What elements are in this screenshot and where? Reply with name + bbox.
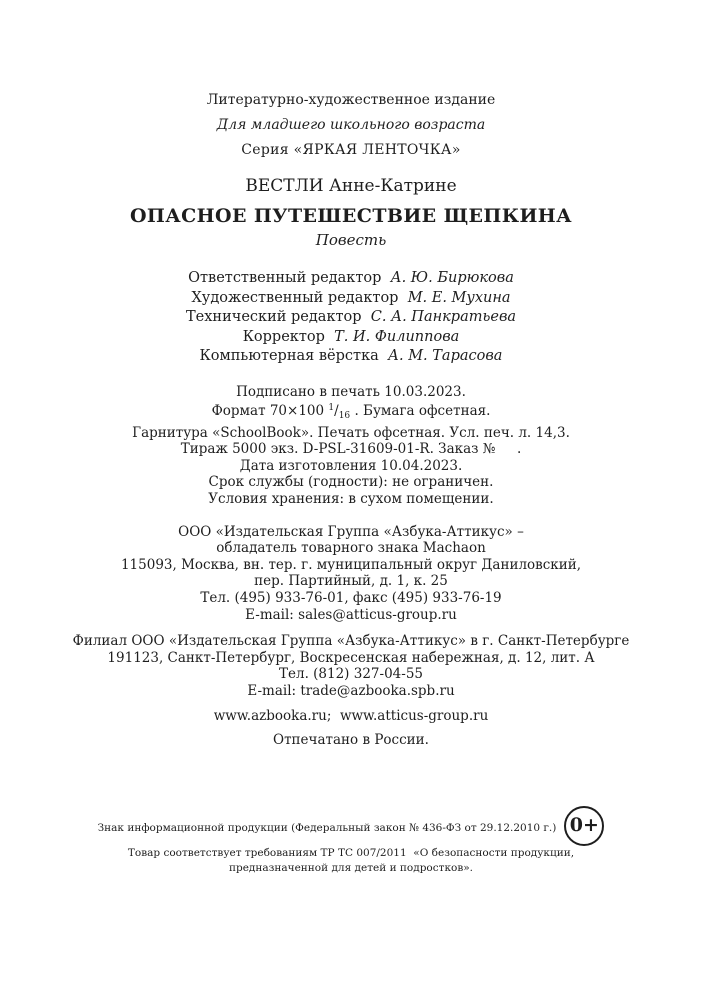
compliance-block [0, 812, 702, 876]
branch-phone-line: Тел. (812) 327-04-55 [279, 666, 423, 683]
format-prefix: Формат 70×100 [211, 403, 329, 420]
printed-in-russia-line: Отпечатано в России. [273, 731, 429, 748]
credit-name: М. Е. Мухина [407, 289, 511, 306]
credit-name: Т. И. Филиппова [334, 328, 460, 345]
print-info-line: Гарнитура «SchoolBook». Печать офсетная. Усл. печ. л. 14,3. [132, 424, 570, 441]
credit-name: А. М. Тарасова [388, 348, 503, 364]
print-info-line: Условия хранения: в сухом помещении. [208, 491, 494, 508]
print-info-line: Подписано в печать 10.03.2023. [236, 383, 466, 400]
format-denominator: 16 [338, 411, 351, 422]
credit-name: А. Ю. Бирюкова [390, 270, 514, 286]
credit-row [0, 289, 702, 309]
credit-role: Технический редактор [185, 309, 362, 325]
credits-block [0, 269, 702, 367]
credit-role: Ответственный редактор [188, 270, 382, 286]
format-numerator: 1 [328, 403, 335, 414]
info-product-sign-text: Знак информационной продукции (Федеральный закон № 436-ФЗ от 29.12.2010 г.) [97, 822, 557, 835]
credit-row [0, 269, 702, 289]
book-subtitle: Повесть [315, 231, 387, 249]
format-slash: / [334, 403, 339, 420]
publisher-phone-line: Тел. (495) 933-76-01, факс (495) 933-76-19 [200, 590, 502, 607]
format-suffix: . Бумага офсетная. [350, 403, 491, 420]
credit-role: Художественный редактор [191, 289, 399, 306]
age-rating-badge: 0+ [564, 806, 604, 846]
audience-line: Для младшего школьного возраста [216, 117, 486, 133]
series-line: Серия «ЯРКАЯ ЛЕНТОЧКА» [241, 142, 461, 158]
print-info-line: Срок службы (годности): не ограничен. [208, 474, 494, 491]
branch-email-line: E-mail: trade@azbooka.spb.ru [247, 683, 455, 699]
credit-role: Корректор [242, 328, 325, 345]
publisher-block [0, 524, 702, 624]
branch-block [0, 633, 702, 699]
print-info-line: Тираж 5000 экз. D-PSL-31609-01-R. Заказ № . [180, 441, 522, 458]
book-title: ОПАСНОЕ ПУТЕШЕСТВИЕ ЩЕПКИНА [129, 205, 573, 227]
publisher-line: обладатель товарного знака Machaon [216, 540, 486, 557]
print-info-line: Дата изготовления 10.04.2023. [239, 457, 463, 474]
author-name: ВЕСТЛИ Анне-Катрине [245, 176, 457, 196]
credit-row [0, 347, 702, 367]
edition-type-line: Литературно-художественное издание [206, 92, 496, 108]
print-info-block [0, 384, 702, 508]
publisher-line: ООО «Издательская Группа «Азбука-Аттикус» – [178, 523, 524, 540]
credit-name: С. А. Панкратьева [370, 309, 517, 325]
edition-block [0, 88, 702, 163]
publisher-address-line: пер. Партийный, д. 1, к. 25 [254, 573, 448, 590]
print-info-format-line [0, 400, 702, 425]
compliance-text-line: Товар соответствует требованиям ТР ТС 007/2011 «О безопасности продукции, [127, 846, 575, 859]
publisher-address-line: 115093, Москва, вн. тер. г. муниципальный округ Даниловский, [120, 556, 582, 573]
credit-row [0, 328, 702, 348]
compliance-text-line: предназначенной для детей и подростков». [229, 861, 473, 874]
websites-line: www.azbooka.ru; www.atticus-group.ru [213, 707, 489, 724]
publisher-email-line: E-mail: sales@atticus-group.ru [245, 606, 457, 623]
branch-line: Филиал ООО «Издательская Группа «Азбука-Аттикус» в г. Санкт-Петербурге [72, 633, 630, 650]
credit-row [0, 308, 702, 328]
credit-role: Компьютерная вёрстка [199, 348, 379, 364]
info-product-sign-row [0, 812, 702, 846]
branch-address-line: 191123, Санкт-Петербург, Воскресенская набережная, д. 12, лит. А [107, 649, 595, 666]
